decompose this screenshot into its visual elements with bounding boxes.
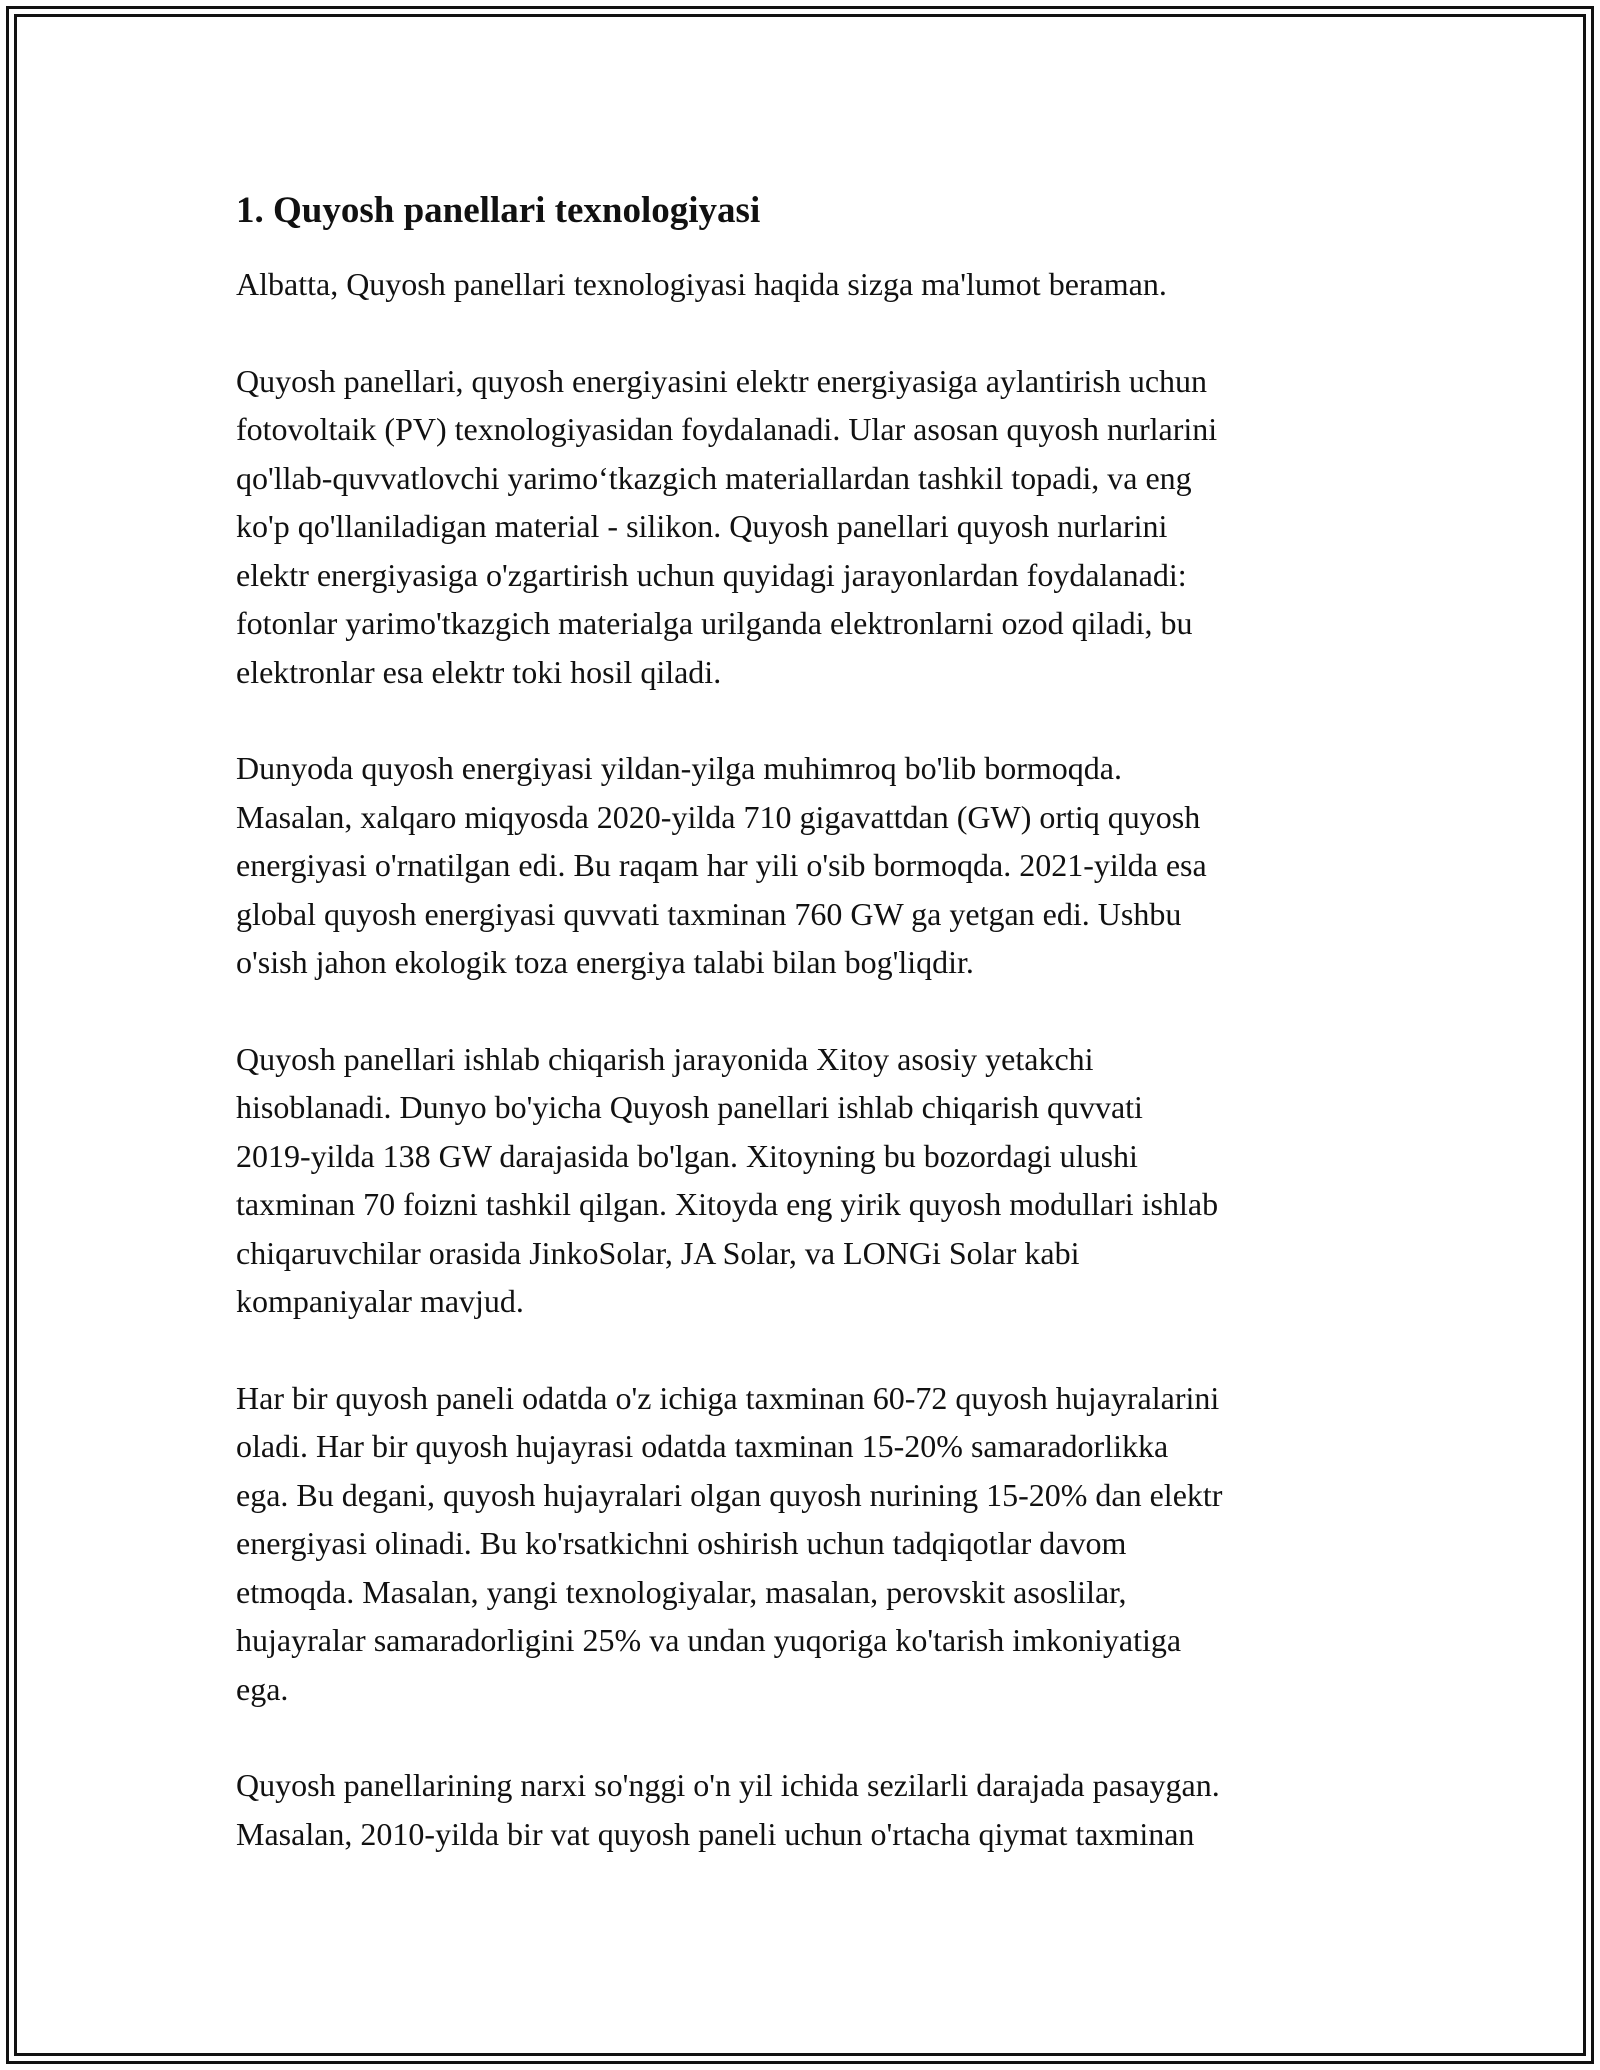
text-line: etmoqda. Masalan, yangi texnologiyalar, masalan, perovskit asoslilar, bbox=[236, 1573, 1127, 1610]
text-line: Quyosh panellari, quyosh energiyasini elektr energiyasiga aylantirish uchun bbox=[236, 362, 1208, 399]
paragraph-list bbox=[236, 260, 1366, 1858]
text-line: Masalan, xalqaro miqyosda 2020-yilda 710 gigavattdan (GW) ortiq quyosh bbox=[236, 798, 1201, 835]
text-line: qo'llab-quvvatlovchi yarimo‘tkazgich materiallardan tashkil topadi, va eng bbox=[236, 459, 1192, 496]
text-line: Albatta, Quyosh panellari texnologiyasi haqida sizga ma'lumot beraman. bbox=[236, 266, 1167, 302]
text-line: 2019-yilda 138 GW darajasida bo'lgan. Xitoyning bu bozordagi ulushi bbox=[236, 1137, 1138, 1174]
paragraph bbox=[236, 1035, 1366, 1326]
text-line: Quyosh panellarining narxi so'nggi o'n yil ichida sezilarli darajada pasaygan. bbox=[236, 1767, 1220, 1803]
paragraph bbox=[236, 744, 1366, 987]
text-line: global quyosh energiyasi quvvati taxminan 760 GW ga yetgan edi. Ushbu bbox=[236, 895, 1182, 932]
text-line: ega. bbox=[236, 1670, 289, 1707]
text-line: o'sish jahon ekologik toza energiya talabi bilan bog'liqdir. bbox=[236, 944, 974, 980]
paragraph bbox=[236, 260, 1366, 309]
text-line: Masalan, 2010-yilda bir vat quyosh paneli uchun o'rtacha qiymat taxminan bbox=[236, 1815, 1195, 1852]
text-line: oladi. Har bir quyosh hujayrasi odatda taxminan 15-20% samaradorlikka bbox=[236, 1428, 1169, 1464]
text-line: kompaniyalar mavjud. bbox=[236, 1283, 524, 1319]
text-line: Quyosh panellari ishlab chiqarish jarayonida Xitoy asosiy yetakchi bbox=[236, 1040, 1094, 1077]
paragraph bbox=[236, 357, 1366, 697]
text-line: fotonlar yarimo'tkazgich materialga urilganda elektronlarni ozod qiladi, bu bbox=[236, 605, 1193, 641]
text-line: ega. Bu degani, quyosh hujayralari olgan quyosh nurining 15-20% dan elektr bbox=[236, 1476, 1223, 1513]
text-line: ko'p qo'llaniladigan material - silikon. Quyosh panellari quyosh nurlarini bbox=[236, 508, 1168, 544]
text-line: Har bir quyosh paneli odatda o'z ichiga taxminan 60-72 quyosh hujayralarini bbox=[236, 1379, 1220, 1416]
paragraph bbox=[236, 1761, 1366, 1858]
text-line: taxminan 70 foizni tashkil qilgan. Xitoyda eng yirik quyosh modullari ishlab bbox=[236, 1186, 1219, 1222]
paragraph bbox=[236, 1374, 1366, 1714]
section-heading: 1. Quyosh panellari texnologiyasi bbox=[236, 190, 761, 231]
text-line: energiyasi o'rnatilgan edi. Bu raqam har yili o'sib bormoqda. 2021-yilda esa bbox=[236, 847, 1207, 883]
text-line: hisoblanadi. Dunyo bo'yicha Quyosh panellari ishlab chiqarish quvvati bbox=[236, 1089, 1143, 1125]
text-line: elektronlar esa elektr toki hosil qiladi. bbox=[236, 653, 722, 690]
text-line: energiyasi olinadi. Bu ko'rsatkichni oshirish uchun tadqiqotlar davom bbox=[236, 1525, 1127, 1561]
text-line: hujayralar samaradorligini 25% va undan yuqoriga ko'tarish imkoniyatiga bbox=[236, 1622, 1182, 1658]
text-line: Dunyoda quyosh energiyasi yildan-yilga muhimroq bo'lib bormoqda. bbox=[236, 750, 1122, 786]
document-body bbox=[236, 188, 1366, 1906]
text-line: fotovoltaik (PV) texnologiyasidan foydalanadi. Ular asosan quyosh nurlarini bbox=[236, 411, 1218, 447]
text-line: chiqaruvchilar orasida JinkoSolar, JA Solar, va LONGi Solar kabi bbox=[236, 1234, 1080, 1271]
text-line: elektr energiyasiga o'zgartirish uchun quyidagi jarayonlardan foydalanadi: bbox=[236, 556, 1187, 593]
